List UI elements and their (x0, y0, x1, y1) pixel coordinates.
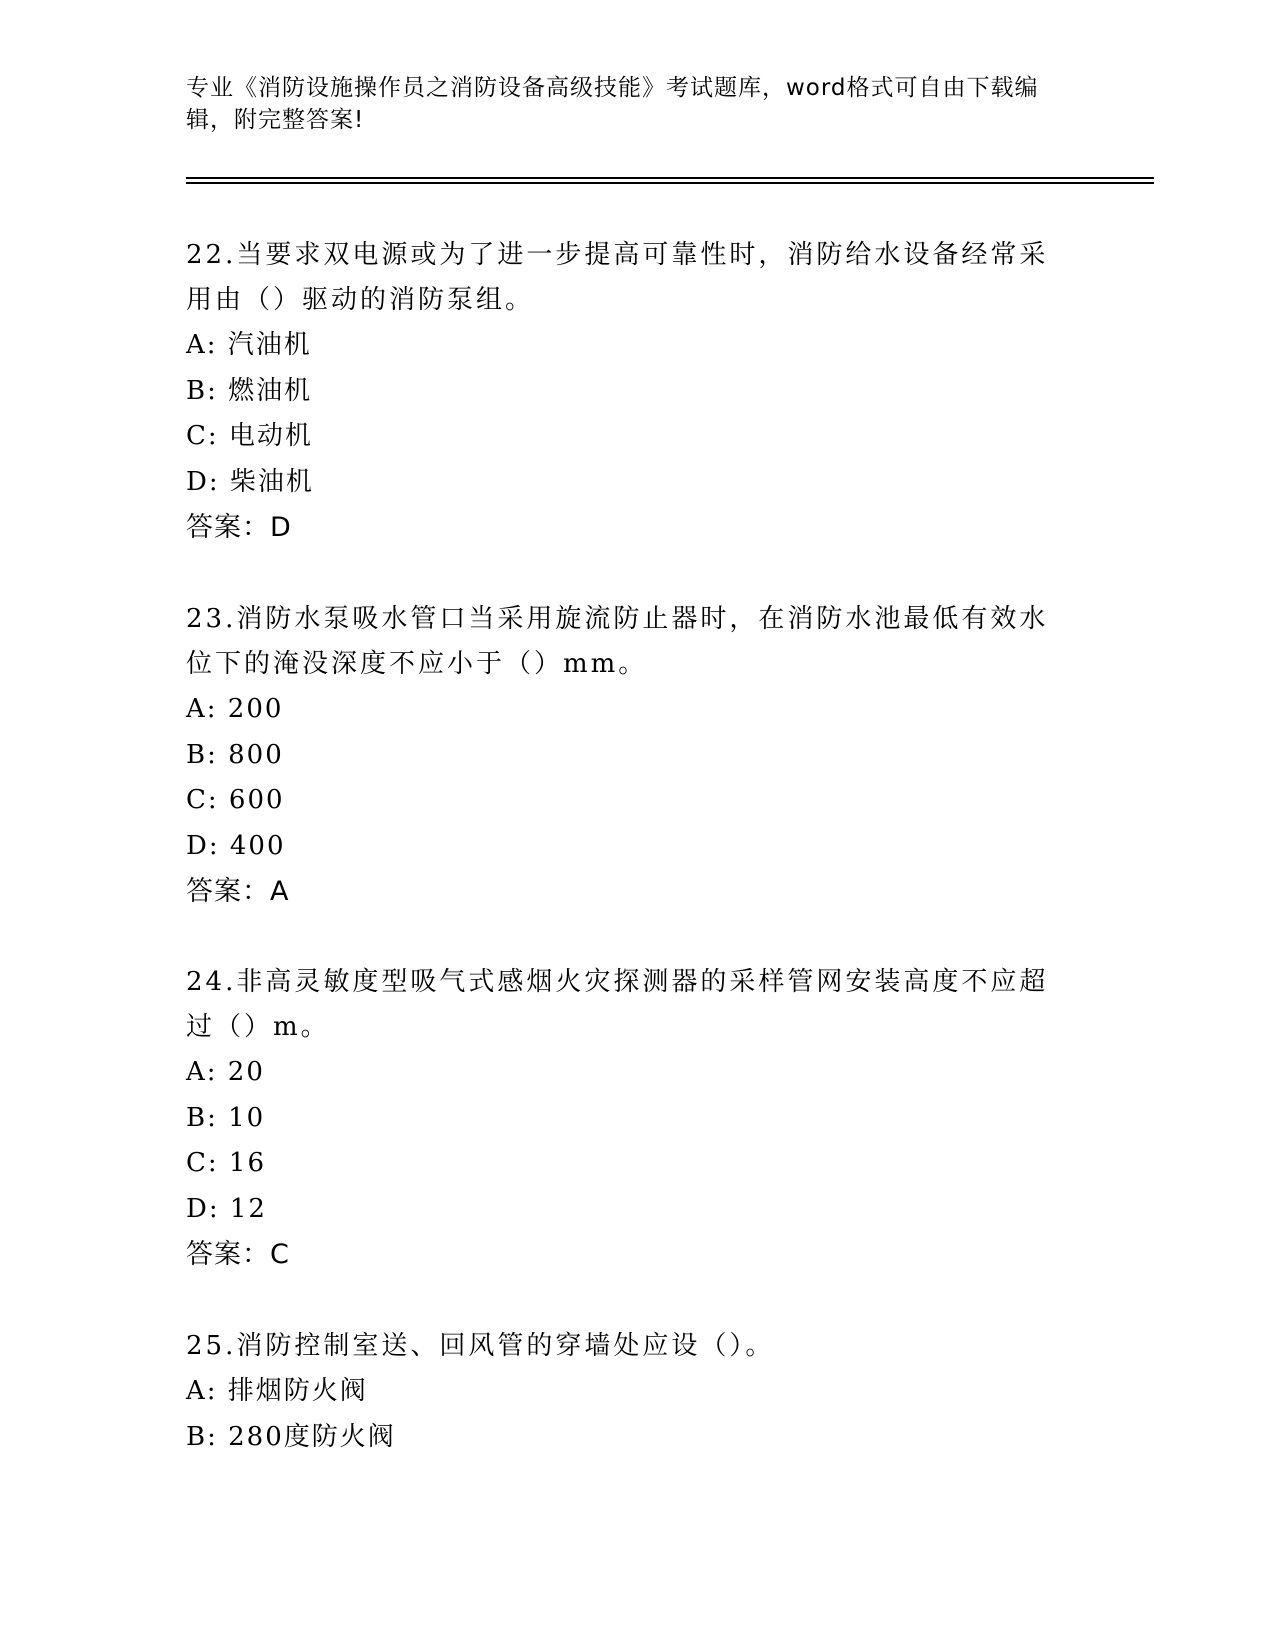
question-stem: 22.当要求双电源或为了进一步提高可靠性时，消防给水设备经常采用由（）驱动的消防泵组。 (186, 240, 1049, 315)
option-b: B: 10 (186, 1102, 266, 1133)
question-23 (186, 597, 1076, 914)
question-25 (186, 1324, 1076, 1460)
header-divider-top (186, 177, 1154, 179)
option-a: A: 20 (186, 1057, 265, 1087)
option-c: C: 电动机 (186, 421, 313, 451)
option-b: B: 280度防火阀 (186, 1421, 396, 1452)
question-stem: 25.消防控制室送、回风管的穿墙处应设（）。 (186, 1331, 775, 1361)
option-b: B: 燃油机 (186, 375, 313, 406)
header-divider-bottom (186, 182, 1154, 184)
option-a: A: 200 (186, 694, 284, 724)
question-stem: 24.非高灵敏度型吸气式感烟火灾探测器的采样管网安装高度不应超过（）m。 (186, 967, 1049, 1042)
option-d: D: 柴油机 (186, 466, 314, 497)
answer: 答案：C (186, 1239, 290, 1270)
question-22 (186, 233, 1076, 550)
option-c: C: 16 (186, 1148, 267, 1178)
question-stem: 23.消防水泵吸水管口当采用旋流防止器时，在消防水池最低有效水位下的淹没深度不应小于（）mm。 (186, 604, 1049, 679)
option-a: A: 排烟防火阀 (186, 1376, 368, 1406)
answer: 答案：A (186, 876, 290, 907)
option-a: A: 汽油机 (186, 330, 312, 360)
option-b: B: 800 (186, 739, 284, 770)
document-header: 专业《消防设施操作员之消防设备高级技能》考试题库，word格式可自由下载编辑，附完整答案! (186, 75, 1039, 133)
option-d: D: 400 (186, 830, 286, 861)
option-c: C: 600 (186, 785, 285, 815)
answer: 答案：D (186, 512, 292, 543)
question-24 (186, 960, 1076, 1277)
option-d: D: 12 (186, 1193, 267, 1224)
